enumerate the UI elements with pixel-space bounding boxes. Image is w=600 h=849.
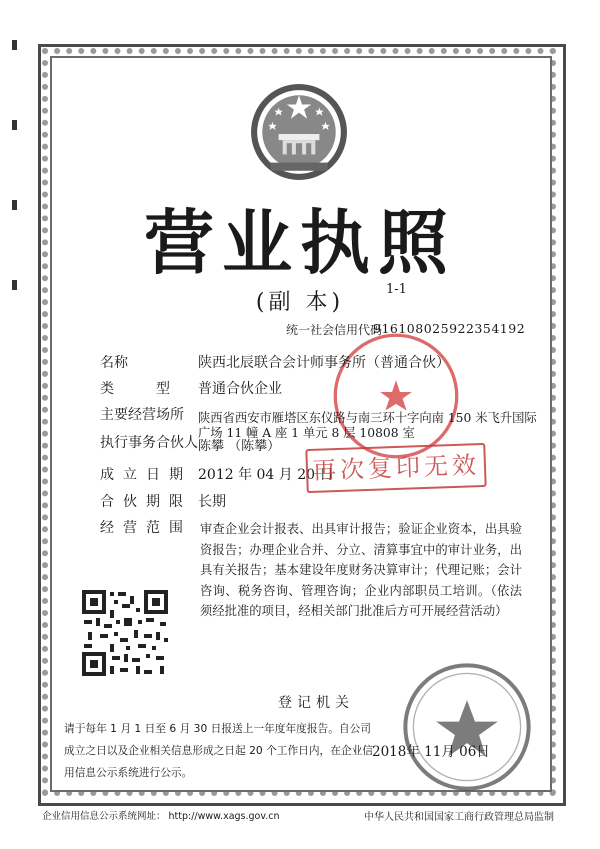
scan-ticks bbox=[12, 40, 18, 340]
address-line2: 广场 11 幢 A 座 1 单元 8 层 10808 室 bbox=[198, 426, 415, 440]
registration-org-label: 登记机关 bbox=[278, 695, 354, 711]
type-label: 类型 bbox=[100, 381, 212, 397]
partner-label: 执行事务合伙人 bbox=[100, 435, 198, 451]
address-line1: 陕西省西安市雁塔区东仪路与南三环十字向南 150 米飞升国际 bbox=[198, 411, 537, 425]
document-subtitle: (副 本) bbox=[255, 290, 345, 315]
scope-value: 审查企业会计报表、出具审计报告；验证企业资本，出具验资报告；办理企业合并、分立、清算事宜中的审计业务，出具有关报告；基本建设年度财务决算审计；代理记账；会计咨询、税务咨询、管理咨询；企业内部职员工培训。（依法须经批准的项目，经相关部门批准后方可开展经营活动） bbox=[200, 522, 522, 619]
national-emblem-icon bbox=[248, 80, 350, 184]
copy-invalid-stamp: 再次复印无效 bbox=[305, 443, 486, 493]
term-label: 合伙期限 bbox=[100, 494, 192, 510]
serial-number: 1-1 bbox=[386, 282, 407, 297]
credit-code-label: 统一社会信用代码 bbox=[286, 323, 383, 337]
established-value: 2012 年 04 月 20 日 bbox=[198, 467, 334, 483]
registration-date: 2018年 11月 06日 bbox=[372, 744, 490, 760]
name-label: 名称 bbox=[100, 355, 128, 371]
footer-supervisor: 中华人民共和国国家工商行政管理总局监制 bbox=[364, 812, 554, 823]
annual-report-notice: 请于每年 1 月 1 日至 6 月 30 日报送上一年度年度报告。自公司成立之日以及企业相关信息形成之日起 20 个工作日内，在企业信用信息公示系统进行公示。 bbox=[64, 722, 373, 779]
footer-website[interactable]: 企业信用信息公示系统网址： http://www.xags.gov.cn bbox=[42, 811, 280, 822]
document-title: 营业执照 bbox=[144, 201, 456, 284]
established-label: 成立日期 bbox=[100, 467, 192, 483]
scope-label: 经营范围 bbox=[100, 520, 192, 536]
partner-value: 陈攀 （陈攀） bbox=[198, 439, 281, 454]
type-value: 普通合伙企业 bbox=[198, 381, 282, 397]
government-seal-icon bbox=[400, 660, 534, 794]
firm-seal-icon bbox=[330, 330, 462, 462]
address-label: 主要经营场所 bbox=[100, 407, 184, 423]
qr-code-icon[interactable] bbox=[80, 588, 170, 678]
term-value: 长期 bbox=[198, 494, 226, 510]
name-value: 陕西北辰联合会计师事务所（普通合伙） bbox=[198, 355, 450, 371]
credit-code-value: 916108025922354192 bbox=[373, 321, 526, 336]
